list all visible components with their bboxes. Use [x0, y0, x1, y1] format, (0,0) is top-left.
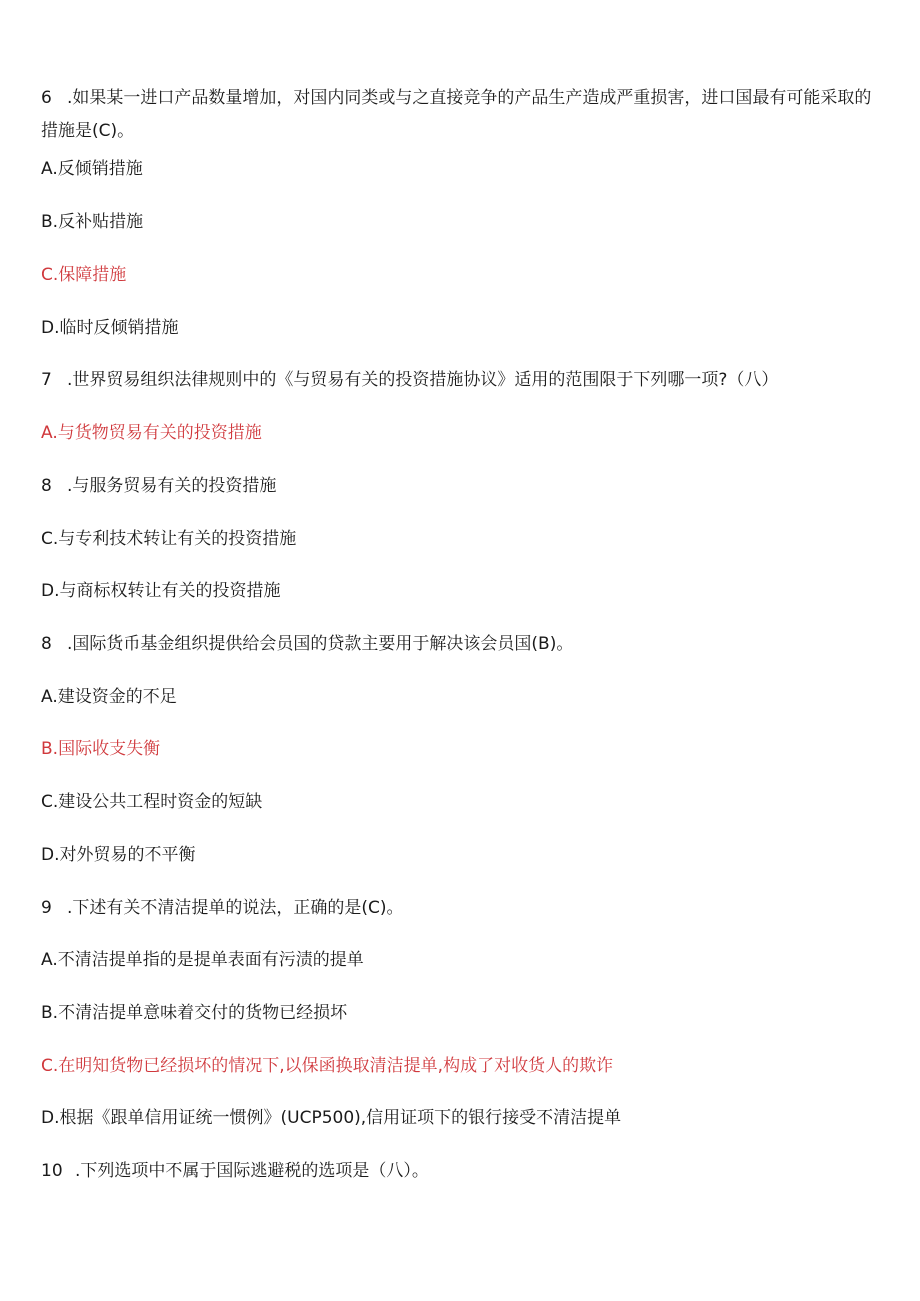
- question-8-option-d: D.对外贸易的不平衡: [41, 845, 196, 865]
- question-text: .下述有关不清洁提单的说法，正确的是(C)。: [67, 898, 404, 918]
- question-number: 6: [41, 88, 52, 108]
- question-8-option-a: A.建设资金的不足: [41, 687, 177, 707]
- question-text: .下列选项中不属于国际逃避税的选项是（八）。: [75, 1161, 429, 1181]
- question-7-option-c: C.与专利技术转让有关的投资措施: [41, 529, 297, 549]
- option-number: 8: [41, 476, 52, 496]
- question-7-option-d: D.与商标权转让有关的投资措施: [41, 581, 281, 601]
- question-number: 9: [41, 898, 52, 918]
- question-7-option-a-correct: A.与货物贸易有关的投资措施: [41, 423, 262, 443]
- question-8-option-b-correct: B.国际收支失衡: [41, 739, 161, 759]
- question-9-stem: [41, 897, 404, 919]
- question-9-option-c-correct: C.在明知货物已经损坏的情况下,以保函换取清洁提单,构成了对收货人的欺诈: [41, 1056, 614, 1076]
- question-7-stem: [41, 369, 778, 391]
- option-text: .与服务贸易有关的投资措施: [67, 476, 277, 496]
- question-6-stem: [41, 82, 876, 148]
- question-number: 10: [41, 1161, 63, 1181]
- question-number: 8: [41, 634, 52, 654]
- question-text: .世界贸易组织法律规则中的《与贸易有关的投资措施协议》适用的范围限于下列哪一项?（八）: [67, 370, 779, 390]
- question-9-option-b: B.不清洁提单意味着交付的货物已经损坏: [41, 1003, 348, 1023]
- question-6-option-c-correct: C.保障措施: [41, 265, 127, 285]
- question-6-option-a: A.反倾销措施: [41, 159, 143, 179]
- question-8-stem: [41, 633, 573, 655]
- question-8-option-c: C.建设公共工程时资金的短缺: [41, 792, 263, 812]
- question-number: 7: [41, 370, 52, 390]
- question-6-option-d: D.临时反倾销措施: [41, 318, 179, 338]
- question-text: .国际货币基金组织提供给会员国的贷款主要用于解决该会员国(B)。: [67, 634, 574, 654]
- question-9-option-a: A.不清洁提单指的是提单表面有污渍的提单: [41, 950, 364, 970]
- question-6-option-b: B.反补贴措施: [41, 212, 144, 232]
- question-7-option-b: [41, 475, 276, 497]
- question-text: .如果某一进口产品数量增加，对国内同类或与之直接竞争的产品生产造成严重损害，进口国最有可能采取的措施是(C)。: [41, 88, 872, 141]
- question-9-option-d: D.根据《跟单信用证统一惯例》(UCP500),信用证项下的银行接受不清洁提单: [41, 1108, 622, 1128]
- question-10-stem: [41, 1160, 429, 1182]
